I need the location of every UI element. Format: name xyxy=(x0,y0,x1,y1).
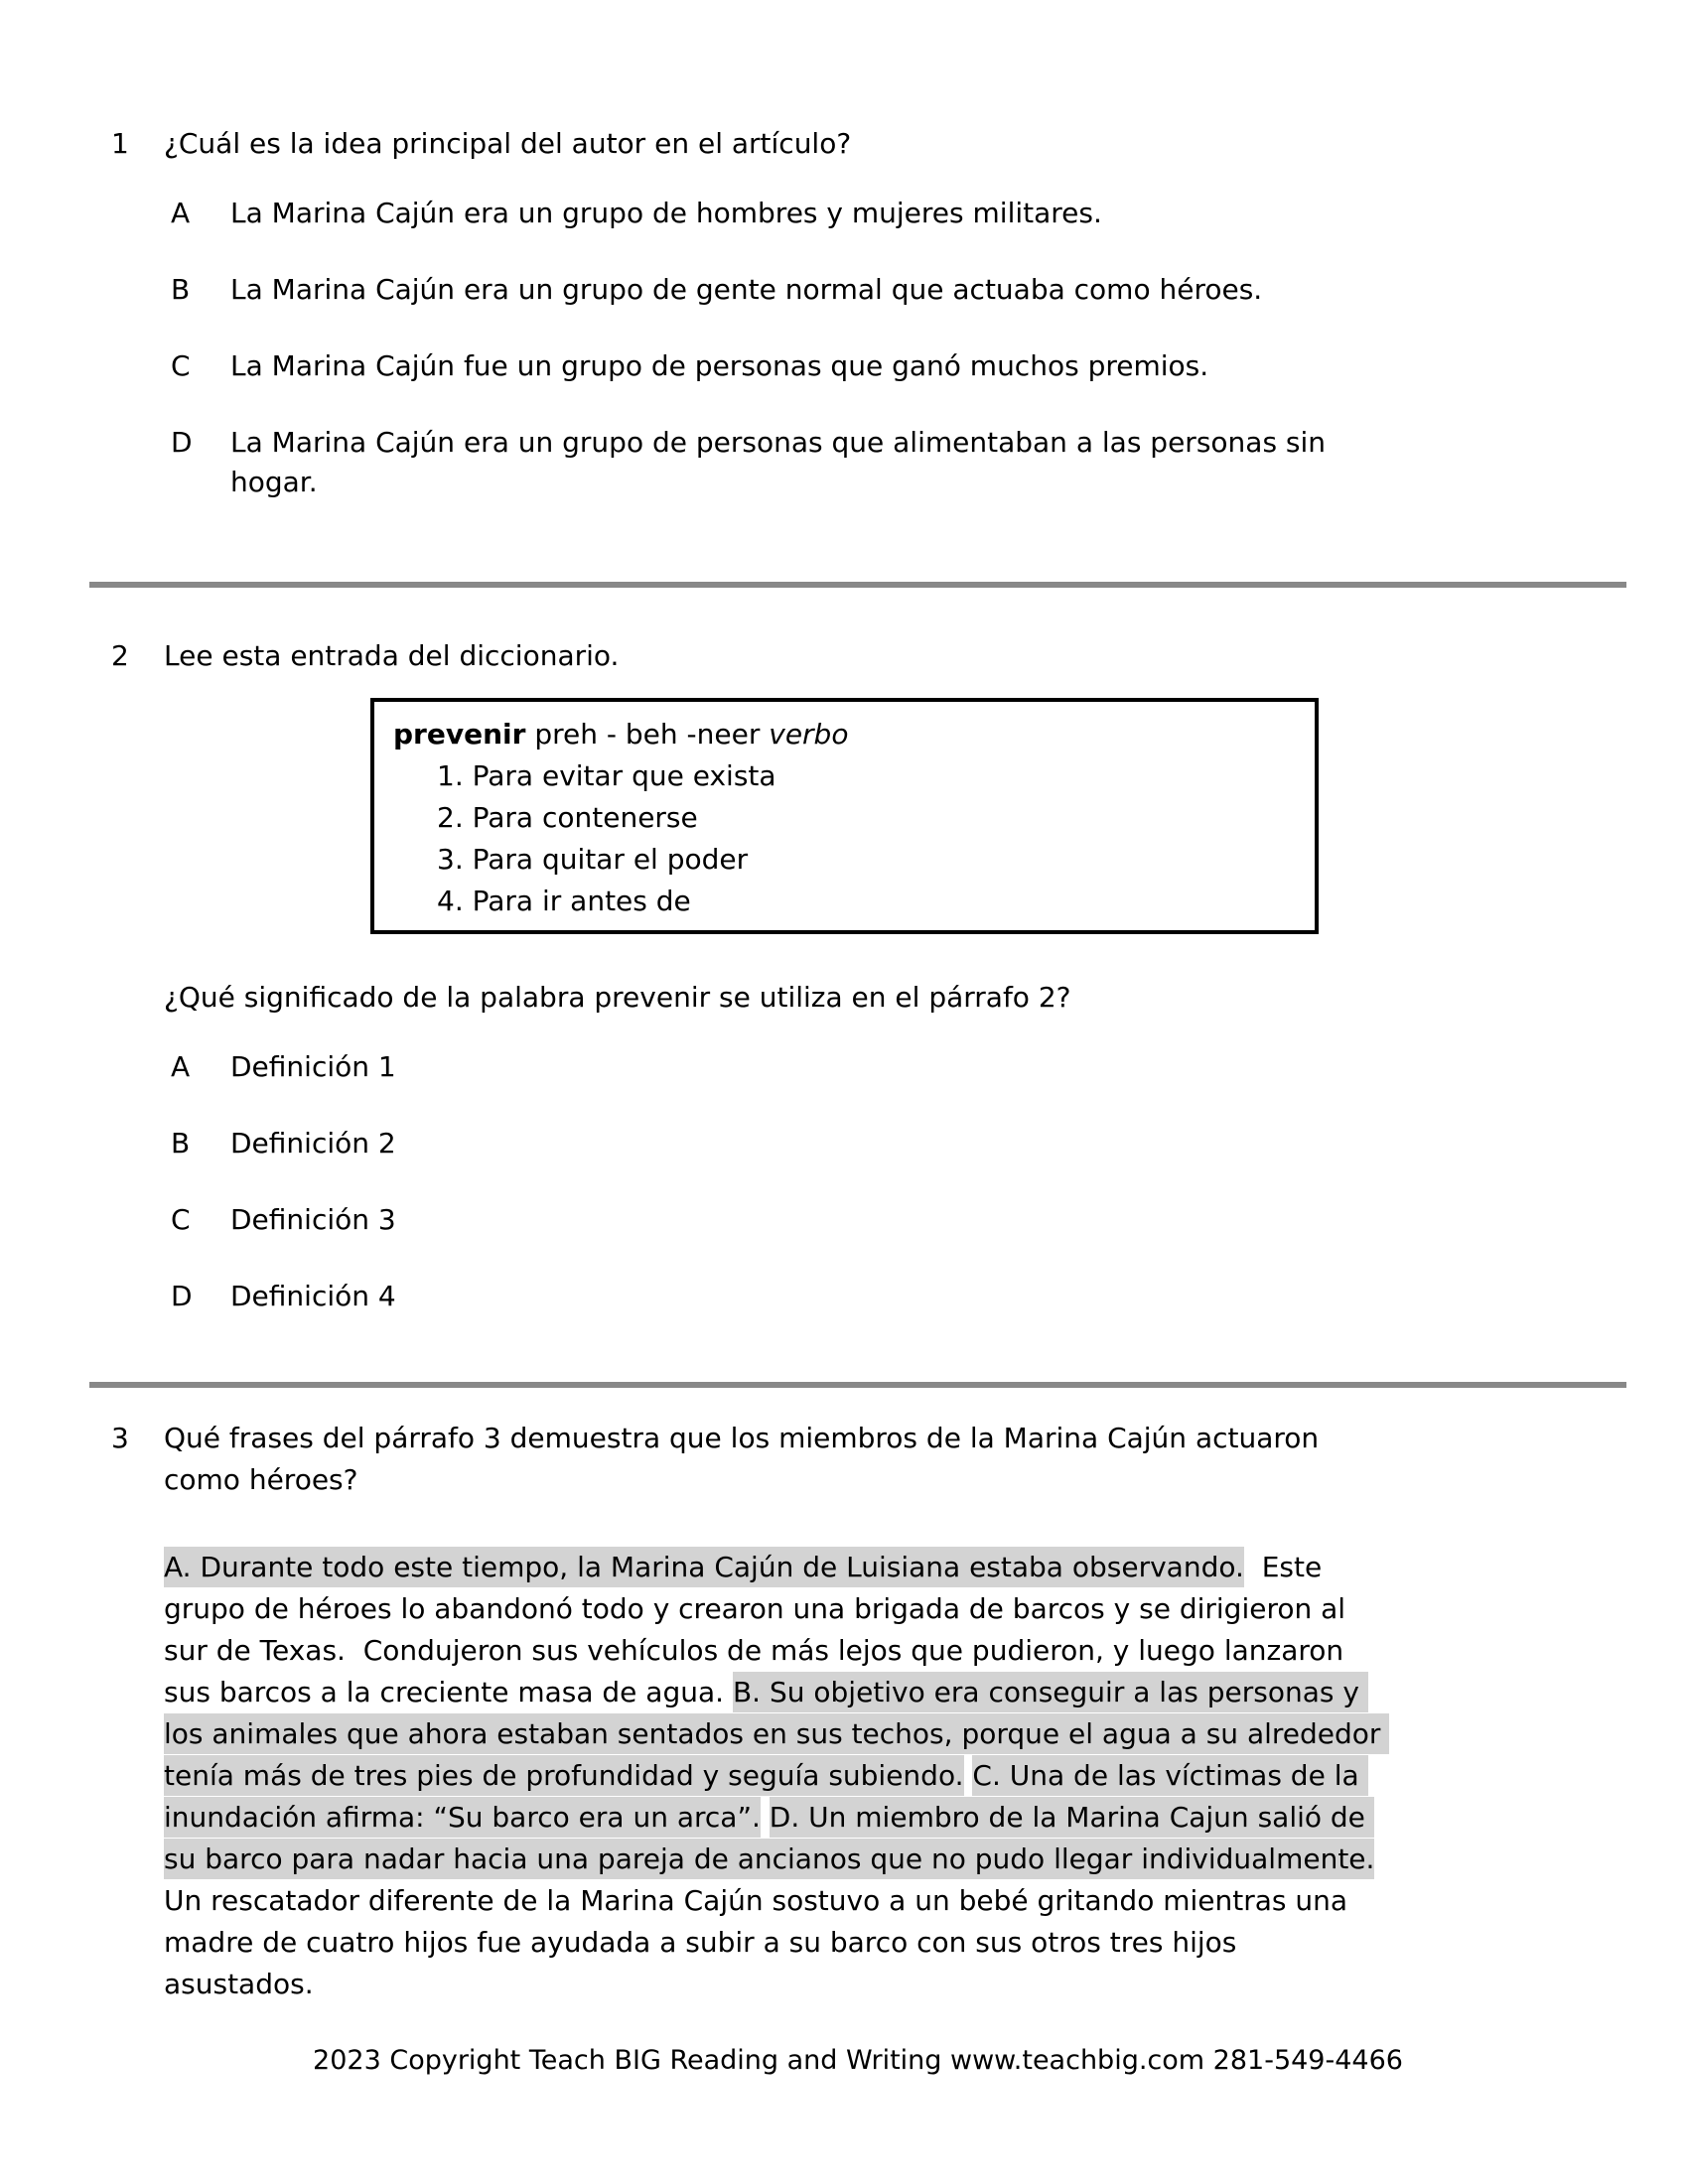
dictionary-definition: 3. Para quitar el poder xyxy=(437,843,749,876)
dictionary-pronunciation: preh - beh -neer xyxy=(525,718,770,751)
question-number-spacer xyxy=(111,978,164,1018)
option-row xyxy=(171,194,1638,233)
option-text: Definición 1 xyxy=(230,1050,396,1083)
copyright-footer: 2023 Copyright Teach BIG Reading and Writing www.teachbig.com 281-549-4466 xyxy=(313,2045,1403,2076)
passage-segment xyxy=(761,1801,770,1834)
option-row xyxy=(171,346,1638,386)
dictionary-part-of-speech: verbo xyxy=(769,718,849,751)
dictionary-definition: 2. Para contenerse xyxy=(437,801,698,834)
dictionary-headword-line xyxy=(393,714,1295,755)
passage-segment-highlighted: B. Su objetivo era conseguir a las personas y los animales que ahora estaban sentados en sus techos, porque el agua a su alrededor tenía más de tres pies de profundidad y seguía subiendo. xyxy=(164,1672,1389,1796)
option-letter: D xyxy=(171,426,193,459)
question-2 xyxy=(89,636,1638,1316)
option-text: Definición 4 xyxy=(230,1280,396,1312)
dictionary-entry-box xyxy=(370,698,1319,934)
question-1-options xyxy=(89,194,1638,502)
question-1-row xyxy=(111,124,1638,164)
dictionary-definition: 4. Para ir antes de xyxy=(437,885,691,917)
question-number: 1 xyxy=(111,127,129,160)
option-text: Definición 3 xyxy=(230,1203,396,1236)
dictionary-headword: prevenir xyxy=(393,718,526,751)
option-text: La Marina Cajún era un grupo de gente normal que actuaba como héroes. xyxy=(230,273,1263,306)
question-3-row xyxy=(111,1418,1638,1501)
passage-segment-highlighted: A. Durante todo este tiempo, la Marina Cajún de Luisiana estaba observando. xyxy=(164,1547,1244,1587)
option-letter: B xyxy=(171,1127,191,1160)
question-2-text-row xyxy=(111,978,1638,1018)
option-letter: B xyxy=(171,273,191,306)
option-row xyxy=(171,1277,1638,1316)
option-row xyxy=(171,270,1638,310)
option-row xyxy=(171,1200,1638,1240)
question-text: ¿Cuál es la idea principal del autor en el artículo? xyxy=(164,127,852,160)
option-text: La Marina Cajún era un grupo de hombres y mujeres militares. xyxy=(230,197,1102,229)
question-2-intro-row xyxy=(111,636,1638,676)
option-text: La Marina Cajún fue un grupo de personas que ganó muchos premios. xyxy=(230,349,1209,382)
passage xyxy=(164,1547,1390,2005)
question-intro: Lee esta entrada del diccionario. xyxy=(164,639,620,672)
option-row xyxy=(171,1047,1638,1087)
dictionary-definition: 1. Para evitar que exista xyxy=(437,759,776,792)
question-3 xyxy=(89,1418,1638,2005)
question-2-options xyxy=(89,1047,1638,1316)
option-text: La Marina Cajún era un grupo de personas que alimentaban a las personas sin hogar. xyxy=(230,426,1327,498)
option-letter: A xyxy=(171,1050,191,1083)
question-number: 3 xyxy=(111,1422,129,1454)
option-row xyxy=(171,1124,1638,1163)
option-letter: D xyxy=(171,1280,193,1312)
passage-segment: Un rescatador diferente de la Marina Cajún sostuvo a un bebé gritando mientras una madre de cuatro hijos fue ayudada a subir a su barco con sus otros tres hijos asustados. xyxy=(164,1843,1384,2000)
question-text: ¿Qué significado de la palabra prevenir se utiliza en el párrafo 2? xyxy=(164,981,1071,1014)
question-text: Qué frases del párrafo 3 demuestra que los miembros de la Marina Cajún actuaron como héroes? xyxy=(164,1422,1320,1496)
option-row xyxy=(171,423,1638,502)
passage-segment-highlighted: D. Un miembro de la Marina Cajun salió de su barco para nadar hacia una pareja de ancianos que no pudo llegar individualmente. xyxy=(164,1797,1374,1879)
option-letter: C xyxy=(171,1203,191,1236)
question-number: 2 xyxy=(111,639,129,672)
option-letter: C xyxy=(171,349,191,382)
section-divider xyxy=(89,582,1626,588)
option-text: Definición 2 xyxy=(230,1127,396,1160)
passage-segment: Este grupo de héroes lo abandonó todo y crearon una brigada de barcos y se dirigieron al sur de Texas. Condujeron sus vehículos de más lejos que pudieron, y luego lanzaron sus barcos a la creciente masa de agua. xyxy=(164,1551,1354,1708)
passage-segment-highlighted: C. Una de las víctimas de la inundación afirma: “Su barco era un arca”. xyxy=(164,1755,1368,1838)
section-divider xyxy=(89,1382,1626,1388)
option-letter: A xyxy=(171,197,191,229)
question-1 xyxy=(89,124,1638,502)
